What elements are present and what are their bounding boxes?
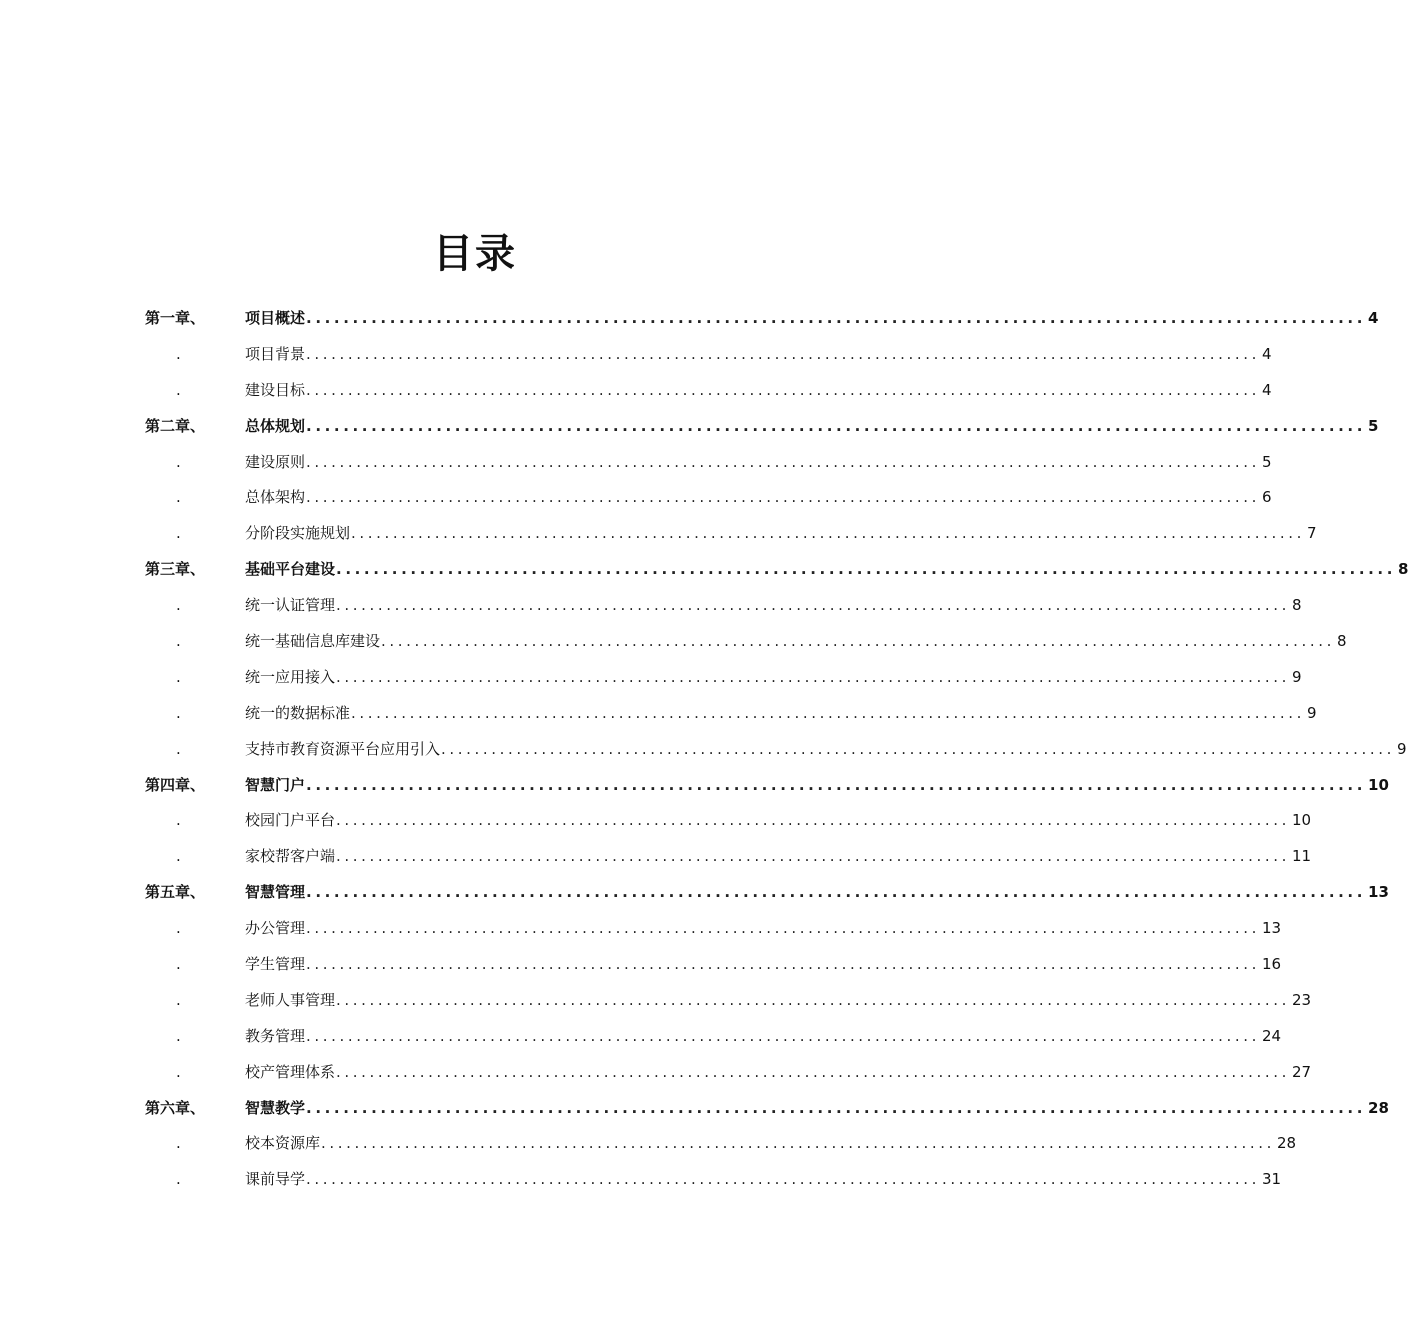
toc-entry-title: 办公管理 — [245, 919, 306, 938]
toc-entry — [245, 551, 1408, 587]
toc-section-row[interactable] — [0, 1054, 1312, 1090]
toc-entry-title: 项目概述 — [245, 309, 306, 327]
section-number: . — [176, 955, 181, 974]
toc-entry-title: 基础平台建设 — [245, 560, 336, 579]
toc-entry-title: 智慧管理 — [245, 883, 306, 902]
section-number: . — [176, 452, 181, 471]
toc-entry-title: 智慧门户 — [245, 775, 306, 794]
dot-leader: .................................................................................................................. — [306, 1098, 1367, 1117]
chapter-number: 第六章、 — [145, 1098, 206, 1117]
toc-entry-title: 课前导学 — [245, 1170, 306, 1189]
dot-leader: .................................................................................................................. — [336, 560, 1397, 579]
toc-chapter-row[interactable] — [0, 300, 1379, 336]
section-number: . — [176, 632, 181, 651]
dot-leader: .................................................................................................................. — [336, 1062, 1290, 1081]
toc-title: 目录 — [433, 231, 517, 277]
dot-leader: .................................................................................................................. — [351, 524, 1305, 543]
toc-entry — [245, 695, 1317, 731]
toc-entry — [245, 372, 1272, 408]
dot-leader: .................................................................................................................. — [306, 452, 1260, 471]
toc-page-number: 13 — [1368, 883, 1389, 902]
section-number: . — [176, 524, 181, 543]
toc-page-number: 8 — [1336, 632, 1347, 651]
toc-page-number: 10 — [1368, 775, 1389, 794]
toc-section-row[interactable] — [0, 910, 1282, 946]
toc-page-number: 9 — [1396, 739, 1407, 758]
dot-leader: .................................................................................................................. — [306, 344, 1260, 363]
toc-entry — [245, 408, 1379, 444]
toc-page-number: 28 — [1368, 1098, 1389, 1117]
toc-entry-title: 建设原则 — [245, 452, 306, 471]
toc-entry-title: 教务管理 — [245, 1026, 306, 1045]
toc-page-number: 5 — [1261, 452, 1272, 471]
toc-page-number: 31 — [1261, 1170, 1282, 1189]
table-of-contents — [0, 300, 1408, 1197]
section-number: . — [176, 344, 181, 363]
toc-entry-title: 老师人事管理 — [245, 990, 336, 1009]
toc-entry-title: 校本资源库 — [245, 1134, 321, 1153]
chapter-number: 第四章、 — [145, 775, 206, 794]
toc-page-number: 8 — [1291, 596, 1302, 615]
toc-entry — [245, 444, 1272, 480]
toc-page-number: 27 — [1291, 1062, 1312, 1081]
toc-page-number: 8 — [1398, 560, 1408, 579]
dot-leader: .................................................................................................................. — [336, 667, 1290, 686]
dot-leader: .................................................................................................................. — [306, 309, 1367, 327]
toc-section-row[interactable] — [0, 623, 1347, 659]
toc-section-row[interactable] — [0, 946, 1282, 982]
toc-entry-title: 学生管理 — [245, 955, 306, 974]
toc-section-row[interactable] — [0, 372, 1272, 408]
section-number: . — [176, 847, 181, 866]
toc-entry — [245, 1018, 1282, 1054]
toc-entry — [245, 874, 1389, 910]
toc-page-number: 4 — [1368, 309, 1379, 327]
toc-entry — [245, 1054, 1312, 1090]
toc-entry-title: 统一认证管理 — [245, 596, 336, 615]
toc-entry — [245, 731, 1407, 767]
toc-section-row[interactable] — [0, 587, 1302, 623]
toc-section-row[interactable] — [0, 1161, 1282, 1197]
section-number: . — [176, 739, 181, 758]
section-number: . — [176, 596, 181, 615]
dot-leader: .................................................................................................................. — [441, 739, 1395, 758]
toc-page-number: 23 — [1291, 990, 1312, 1009]
toc-section-row[interactable] — [0, 515, 1317, 551]
toc-entry-title: 总体规划 — [245, 416, 306, 435]
toc-entry — [245, 479, 1272, 515]
toc-page-number: 16 — [1261, 955, 1282, 974]
toc-page-number: 6 — [1261, 488, 1272, 507]
chapter-number: 第五章、 — [145, 883, 206, 902]
section-number: . — [176, 380, 181, 399]
toc-section-row[interactable] — [0, 695, 1317, 731]
toc-entry-title: 智慧教学 — [245, 1098, 306, 1117]
dot-leader: .................................................................................................................. — [336, 596, 1290, 615]
toc-page-number: 9 — [1291, 667, 1302, 686]
toc-entry — [245, 982, 1312, 1018]
toc-section-row[interactable] — [0, 1018, 1282, 1054]
toc-entry-title: 支持市教育资源平台应用引入 — [245, 739, 441, 758]
toc-page-number: 9 — [1306, 703, 1317, 722]
dot-leader: .................................................................................................................. — [351, 703, 1305, 722]
toc-entry — [245, 910, 1282, 946]
toc-entry-title: 建设目标 — [245, 380, 306, 399]
section-number: . — [176, 1170, 181, 1189]
toc-entry — [245, 587, 1302, 623]
toc-page-number: 4 — [1261, 344, 1272, 363]
toc-page-number: 10 — [1291, 811, 1312, 830]
toc-chapter-row[interactable] — [0, 408, 1379, 444]
toc-chapter-row[interactable] — [0, 767, 1389, 803]
section-number: . — [176, 1026, 181, 1045]
toc-section-row[interactable] — [0, 1125, 1297, 1161]
section-number: . — [176, 990, 181, 1009]
chapter-number: 第一章、 — [145, 309, 206, 327]
toc-entry-title: 总体架构 — [245, 488, 306, 507]
toc-section-row[interactable] — [0, 982, 1312, 1018]
section-number: . — [176, 667, 181, 686]
toc-entry — [245, 1125, 1297, 1161]
toc-entry — [245, 838, 1312, 874]
dot-leader: .................................................................................................................. — [306, 883, 1367, 902]
chapter-number: 第三章、 — [145, 560, 206, 579]
toc-section-row[interactable] — [0, 838, 1312, 874]
section-number: . — [176, 703, 181, 722]
toc-entry — [245, 659, 1302, 695]
toc-entry-title: 统一基础信息库建设 — [245, 632, 381, 651]
toc-entry-title: 校园门户平台 — [245, 811, 336, 830]
dot-leader: .................................................................................................................. — [306, 488, 1260, 507]
toc-entry — [245, 1161, 1282, 1197]
toc-chapter-row[interactable] — [0, 1090, 1389, 1126]
toc-entry — [245, 767, 1389, 803]
toc-entry-title: 统一应用接入 — [245, 667, 336, 686]
toc-section-row[interactable] — [0, 336, 1272, 372]
toc-entry — [245, 1090, 1389, 1126]
dot-leader: .................................................................................................................. — [306, 1026, 1260, 1045]
toc-entry — [245, 802, 1312, 838]
toc-page-number: 13 — [1261, 919, 1282, 938]
section-number: . — [176, 1134, 181, 1153]
dot-leader: .................................................................................................................. — [306, 416, 1367, 435]
dot-leader: .................................................................................................................. — [336, 847, 1290, 866]
toc-entry-title: 家校帮客户端 — [245, 847, 336, 866]
toc-section-row[interactable] — [0, 802, 1312, 838]
toc-section-row[interactable] — [0, 479, 1272, 515]
dot-leader: .................................................................................................................. — [336, 811, 1290, 830]
section-number: . — [176, 811, 181, 830]
toc-page-number: 11 — [1291, 847, 1312, 866]
toc-entry — [245, 515, 1317, 551]
toc-entry — [245, 623, 1347, 659]
toc-section-row[interactable] — [0, 659, 1302, 695]
toc-chapter-row[interactable] — [0, 551, 1408, 587]
toc-chapter-row[interactable] — [0, 874, 1389, 910]
dot-leader: .................................................................................................................. — [306, 955, 1260, 974]
toc-page-number: 5 — [1368, 416, 1379, 435]
dot-leader: .................................................................................................................. — [336, 990, 1290, 1009]
toc-page-number: 28 — [1276, 1134, 1297, 1153]
toc-section-row[interactable] — [0, 731, 1407, 767]
section-number: . — [176, 919, 181, 938]
section-number: . — [176, 1062, 181, 1081]
section-number: . — [176, 488, 181, 507]
toc-entry-title: 校产管理体系 — [245, 1062, 336, 1081]
dot-leader: .................................................................................................................. — [321, 1134, 1275, 1153]
toc-section-row[interactable] — [0, 444, 1272, 480]
toc-page-number: 7 — [1306, 524, 1317, 543]
toc-entry-title: 统一的数据标准 — [245, 703, 351, 722]
dot-leader: .................................................................................................................. — [381, 632, 1335, 651]
chapter-number: 第二章、 — [145, 416, 206, 435]
dot-leader: .................................................................................................................. — [306, 775, 1367, 794]
toc-page-number: 4 — [1261, 380, 1272, 399]
dot-leader: .................................................................................................................. — [306, 1170, 1260, 1189]
toc-entry-title: 项目背景 — [245, 344, 306, 363]
toc-entry-title: 分阶段实施规划 — [245, 524, 351, 543]
dot-leader: .................................................................................................................. — [306, 919, 1260, 938]
toc-page-number: 24 — [1261, 1026, 1282, 1045]
toc-entry — [245, 300, 1379, 336]
toc-entry — [245, 946, 1282, 982]
toc-entry — [245, 336, 1272, 372]
dot-leader: .................................................................................................................. — [306, 380, 1260, 399]
